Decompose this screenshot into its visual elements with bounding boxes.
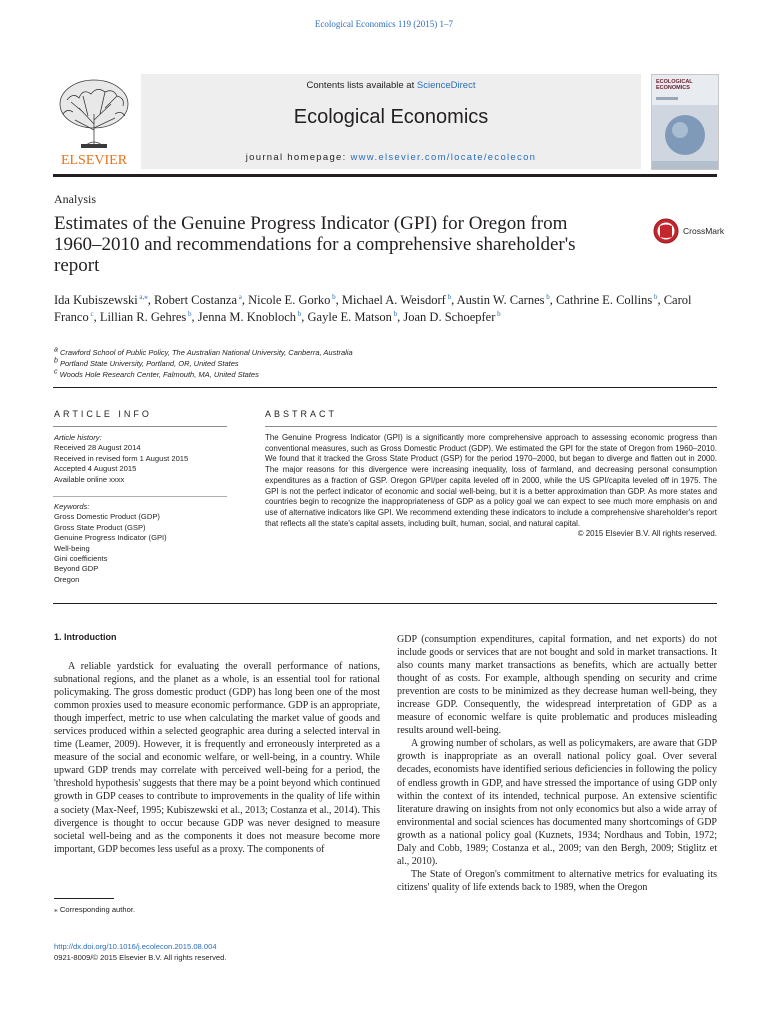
journal-title: Ecological Economics bbox=[293, 106, 489, 128]
author-name[interactable]: Austin W. Carnes bbox=[456, 293, 545, 307]
author-name[interactable]: Jenna M. Knobloch bbox=[197, 310, 297, 324]
elsevier-tree-icon bbox=[53, 74, 135, 169]
history-label: Article history: bbox=[54, 433, 102, 442]
author-affiliation-marker[interactable]: b bbox=[391, 309, 398, 318]
issn-copyright: 0921-8009/© 2015 Elsevier B.V. All rights reserved. bbox=[54, 953, 227, 962]
keyword-item: Gini coefficients bbox=[54, 554, 108, 564]
homepage-link[interactable]: www.elsevier.com/locate/ecolecon bbox=[350, 152, 537, 163]
abstract-divider bbox=[265, 426, 717, 427]
history-item: Received 28 August 2014 bbox=[54, 443, 141, 453]
body-paragraph: GDP (consumption expenditures, capital formation, and net exports) do not include goods or services that are not bought and sold in market transactions. It also counts many market transactions as benefits, which are actually better thought of as costs. For example, although spending on security and crime prevention are costs to be minimized as they decrease human well-being, they increase GDP. Consequently, the widespread interpretation of GDP as a measure of economic welfare is quite problematic and produces misleading results around well-being. bbox=[397, 634, 717, 737]
homepage-prefix: journal homepage: bbox=[245, 152, 351, 163]
contents-line bbox=[141, 80, 641, 91]
keyword-item: Oregon bbox=[54, 574, 80, 584]
sciencedirect-link[interactable]: ScienceDirect bbox=[416, 80, 476, 91]
corresponding-author-footnote: ⁎ Corresponding author. bbox=[54, 905, 136, 914]
keyword-item: Gross State Product (GSP) bbox=[54, 522, 146, 532]
author-name[interactable]: Ida Kubiszewski bbox=[54, 293, 138, 307]
abstract-text: The Genuine Progress Indicator (GPI) is a significantly more comprehensive approach to assessing economic progress than conventional measures, such as Gross Domestic Product (GDP). We estimated the GPI for the state of Oregon from 1960–2010. We found that it tracked the Gross State Product (GSP) for the period 1970–2000, but began to diverge and flatten out in 2000. The major reasons for this divergence were increasing inequality, loss of farmland, and decreasing personal consumption expenditures as a fraction of GSP. Oregon GPI/per capita leveled off in 2000, while the US GPI/capita leveled off in 1975. The GPI is not the perfect indicator of economic and social well-being, but it is a better approximation than GDP. As more states and countries begin to recognize the inappropriateness of GDP as a policy goal we can expect to see much more emphasis on and use of alternative indicators like GPI. We recommend extending these indicators to include a comprehensive shareholder's report that reflects all the state's capital assets, including built, human, social, and natural capital. bbox=[265, 433, 717, 528]
abstract-heading: ABSTRACT bbox=[265, 409, 338, 419]
author-name[interactable]: Cathrine E. Collins bbox=[556, 293, 653, 307]
affiliation-text: Crawford School of Public Policy, The Australian National University, Canberra, Australia bbox=[57, 348, 353, 357]
author-affiliation-marker[interactable]: b bbox=[296, 309, 302, 318]
author-affiliation-marker[interactable]: b bbox=[330, 292, 336, 301]
crossmark-badge[interactable] bbox=[653, 218, 733, 246]
affiliation-item bbox=[54, 347, 714, 358]
affiliation-text: Woods Hole Research Center, Falmouth, MA, United States bbox=[57, 370, 259, 379]
copyright-notice: © 2015 Elsevier B.V. All rights reserved. bbox=[577, 529, 717, 539]
elsevier-logo[interactable] bbox=[53, 74, 135, 169]
section-divider-top bbox=[53, 387, 717, 388]
affiliation-text: Portland State University, Portland, OR, United States bbox=[57, 359, 239, 368]
history-item: Received in revised form 1 August 2015 bbox=[54, 453, 189, 463]
paper-title: Estimates of the Genuine Progress Indicator (GPI) for Oregon from 1960–2010 and recommendations for a comprehensive shareholder's report bbox=[54, 213, 576, 276]
footnote-divider bbox=[54, 898, 114, 899]
article-info-divider bbox=[53, 426, 227, 427]
cover-title: ECOLOGICAL ECONOMICS bbox=[656, 79, 693, 91]
keywords-label: Keywords: bbox=[54, 502, 90, 511]
keyword-item: Well-being bbox=[54, 543, 90, 553]
affiliation-item bbox=[54, 369, 714, 380]
crossmark-label: CrossMark bbox=[683, 226, 725, 236]
affiliation-marker: b bbox=[54, 357, 58, 365]
keyword-item: Gross Domestic Product (GDP) bbox=[54, 512, 160, 522]
masthead-banner bbox=[141, 74, 641, 169]
keyword-item: Beyond GDP bbox=[54, 564, 99, 574]
body-column-right bbox=[397, 633, 717, 894]
history-item: Available online xxxx bbox=[54, 474, 125, 484]
author-name[interactable]: Gayle E. Matson bbox=[307, 310, 392, 324]
keywords-divider bbox=[53, 496, 227, 497]
author-affiliation-marker[interactable]: b bbox=[495, 309, 501, 318]
author-name[interactable]: Nicole E. Gorko bbox=[248, 293, 331, 307]
body-column-left bbox=[54, 660, 380, 856]
contents-prefix: Contents lists available at bbox=[306, 80, 417, 91]
section-divider-bottom bbox=[53, 603, 717, 604]
article-history bbox=[54, 433, 226, 485]
article-section: Analysis bbox=[54, 192, 96, 206]
affiliation-marker: c bbox=[54, 368, 58, 376]
author-name[interactable]: Carol Franco bbox=[54, 293, 692, 324]
journal-masthead bbox=[53, 74, 717, 172]
journal-reference[interactable]: Ecological Economics 119 (2015) 1–7 bbox=[314, 19, 454, 29]
doi-link[interactable]: http://dx.doi.org/10.1016/j.ecolecon.2015.08.004 bbox=[54, 942, 217, 951]
history-item: Accepted 4 August 2015 bbox=[54, 464, 137, 474]
author-affiliation-marker[interactable]: b bbox=[445, 292, 452, 301]
article-info-heading: ARTICLE INFO bbox=[54, 409, 152, 419]
author-name[interactable]: Joan D. Schoepfer bbox=[403, 310, 496, 324]
masthead-divider bbox=[53, 174, 717, 177]
body-paragraph: A growing number of scholars, as well as policymakers, are aware that GDP growth is inappropriate as an overall national policy goal. Over several decades, economists have identified serious deficiencies in following the policy of endless growth in GDP, and have stressed the importance of using GDP only within the context of its intended, technical purpose. An extensive scientific literature drawing on insights from not only economics but also a wide array of environmental and social sciences has documented many shortcomings of GDP growth as a national policy goal (Kuznets, 1934; Nordhaus and Tobin, 1972; Daly and Cobb, 1989; Costanza et al., 2009; van den Bergh, 2009; Stiglitz et al., 2010). bbox=[397, 738, 717, 867]
keyword-list bbox=[54, 502, 226, 585]
crossmark-icon bbox=[653, 218, 679, 244]
author-affiliation-marker[interactable]: b bbox=[544, 292, 550, 301]
author-name[interactable]: Lillian R. Gehres bbox=[99, 310, 187, 324]
author-list: Ida Kubiszewski $^{a,⁎}$, Robert Costanza $^a$, Nicole E. Gorko $^b$, Michael A. Weisdorf $^b$, Austin W. Carnes $^b$, Cathrine E. Collins $^b$, Carol Franco $^c$, Lillian R. Gehres $^b$, Jenna M. Knobloch $^b$, Gayle E. Matson $^b$, Joan D. Schoepfer $^b$ bbox=[54, 292, 692, 324]
author-affiliation-marker[interactable]: b bbox=[186, 309, 192, 318]
elsevier-wordmark: ELSEVIER bbox=[60, 153, 128, 168]
author-name[interactable]: Robert Costanza bbox=[154, 293, 237, 307]
author-affiliation-marker[interactable]: a,⁎ bbox=[137, 292, 148, 301]
affiliation-marker: a bbox=[54, 346, 58, 354]
author-affiliation-marker[interactable]: c bbox=[88, 309, 94, 318]
affiliation-item bbox=[54, 358, 714, 369]
keyword-item: Genuine Progress Indicator (GPI) bbox=[54, 533, 167, 543]
homepage-line bbox=[141, 152, 641, 163]
introduction-heading: 1. Introduction bbox=[54, 632, 117, 642]
author-affiliation-marker[interactable]: a bbox=[237, 292, 242, 301]
abstract-body bbox=[265, 433, 717, 540]
body-paragraph: The State of Oregon's commitment to alternative metrics for evaluating its citizens' quality of life extends back to 1989, when the Oregon bbox=[397, 868, 717, 893]
author-affiliation-marker[interactable]: b bbox=[652, 292, 658, 301]
author-name[interactable]: Michael A. Weisdorf bbox=[341, 293, 446, 307]
body-paragraph: A reliable yardstick for evaluating the overall performance of nations, subnational regions, and the planet as a whole, is an essential tool for rational policymaking. The gross domestic product (GDP) has long been one of the most common proxies used to measure economic performance. GDP is an appropriate, though imperfect, metric to use when calculating the market value of goods and services produced within a selected geographic area during a selected interval in time (Leamer, 2009). However, it is frequently and erroneously interpreted as a measure of the social and economic welfare, or well-being, in a country. While upward GDP trends may correlate with perceived well-being for a period, the 'threshold hypothesis' suggests that there may be a point beyond which continued growth in GDP ceases to contribute to improvements in the quality of life within a society (Max-Neef, 1995; Kubiszewski et al., 2013; Costanza et al., 2014). This divergence is thought to occur because GDP was never designed to measure societal well-being and as the components it does not measure become more important, GDP becomes less useful as a proxy. The components of bbox=[54, 661, 380, 855]
affiliation-list bbox=[54, 347, 714, 380]
journal-cover-thumbnail[interactable] bbox=[651, 74, 719, 170]
